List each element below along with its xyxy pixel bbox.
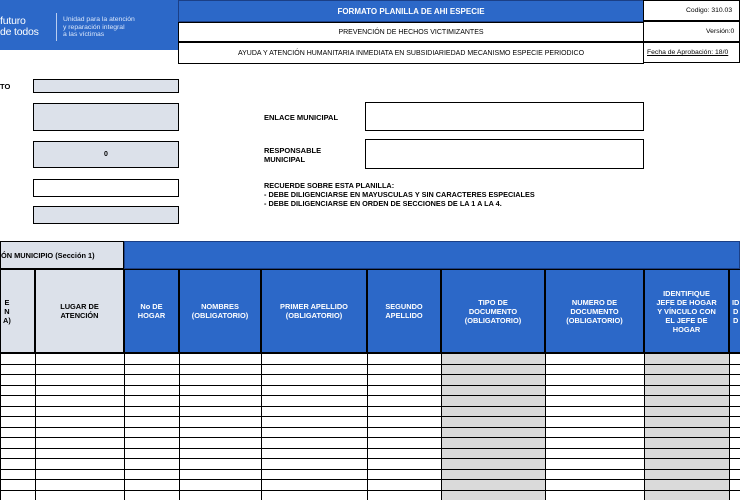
grid-row-line [0, 364, 740, 365]
enlace-municipal-label: ENLACE MUNICIPAL [264, 113, 339, 122]
col-header-tipo-documento: TIPO DE DOCUMENTO (OBLIGATORIO) [441, 269, 545, 353]
note-uppercase: - DEBE DILIGENCIARSE EN MAYUSCULAS Y SIN CARACTERES ESPECIALES [264, 190, 535, 199]
field-3[interactable]: 0 [33, 141, 179, 168]
logo-tagline [63, 16, 135, 39]
col-header-no-hogar: No DE HOGAR [124, 269, 179, 353]
grid-row-line [0, 437, 740, 438]
logo-text-line1: futuro [0, 15, 26, 27]
field-1[interactable] [33, 79, 179, 93]
logo-tagline-line3: a las víctimas [63, 31, 105, 39]
grid-row-line [0, 416, 740, 417]
logo-tagline-line1: Unidad para la atención [63, 16, 135, 23]
entity-logo [0, 0, 178, 50]
section-1-band [124, 241, 740, 269]
responsable-municipal-input[interactable] [365, 139, 644, 169]
col-header-numero-documento: NUMERO DE DOCUMENTO (OBLIGATORIO) [545, 269, 644, 353]
col-header-0: E N A) [0, 269, 35, 353]
field-label-top: TO [0, 82, 11, 91]
notes-title: RECUERDE SOBRE ESTA PLANILLA: [264, 181, 395, 190]
col-header-jefe-hogar: IDENTIFIQUE JEFE DE HOGAR Y VÍNCULO CON EL JEFE DE HOGAR [644, 269, 729, 353]
field-5[interactable] [33, 206, 179, 224]
logo-wordmark [0, 16, 39, 38]
grid-row-line [0, 374, 740, 375]
grid-row-line [0, 490, 740, 491]
form-title: FORMATO PLANILLA DE AHI ESPECIE [178, 0, 644, 22]
grid-row-line [0, 406, 740, 407]
field-4[interactable] [33, 179, 179, 197]
col-header-primer-apellido: PRIMER APELLIDO (OBLIGATORIO) [261, 269, 367, 353]
grid-row-line [0, 353, 740, 354]
grid-row-line [0, 479, 740, 480]
grid-row-line [0, 448, 740, 449]
document-version: Versión:0 [643, 21, 740, 42]
col-header-lugar-atencion: LUGAR DE ATENCIÓN [35, 269, 124, 353]
grid-row-line [0, 469, 740, 470]
grid-row-line [0, 385, 740, 386]
grid-row-line [0, 395, 740, 396]
approval-date: Fecha de Aprobación: 18/0 [643, 42, 740, 63]
grid-row-line [0, 427, 740, 428]
responsable-label-line1: RESPONSABLE [264, 146, 322, 155]
form-subtitle: PREVENCIÓN DE HECHOS VICTIMIZANTES [178, 22, 644, 42]
grid-row-line [0, 458, 740, 459]
section-1-tab: ÓN MUNICIPIO (Sección 1) [0, 241, 124, 269]
data-entry-grid[interactable] [0, 353, 740, 500]
form-description: AYUDA Y ATENCIÓN HUMANITARIA INMEDIATA EN SUBSIDIARIEDAD MECANISMO ESPECIE PERIODICO [178, 42, 644, 64]
enlace-municipal-input[interactable] [365, 102, 644, 131]
col-header-segundo-apellido: SEGUNDO APELLIDO [367, 269, 441, 353]
col-header-nombres: NOMBRES (OBLIGATORIO) [179, 269, 261, 353]
planilla-notes [264, 181, 535, 208]
field-2[interactable] [33, 103, 179, 131]
logo-divider [56, 13, 57, 41]
note-section-order: - DEBE DILIGENCIARSE EN ORDEN DE SECCIONES DE LA 1 A LA 4. [264, 199, 502, 208]
document-code: Codigo: 310.03 [643, 0, 740, 21]
logo-text-line2: de todos [0, 26, 39, 38]
responsable-label-line2: MUNICIPAL [264, 155, 306, 164]
col-header-9: ID D D [729, 269, 740, 353]
responsable-municipal-label [264, 146, 321, 164]
logo-tagline-line2: y reparación integral [63, 23, 125, 31]
